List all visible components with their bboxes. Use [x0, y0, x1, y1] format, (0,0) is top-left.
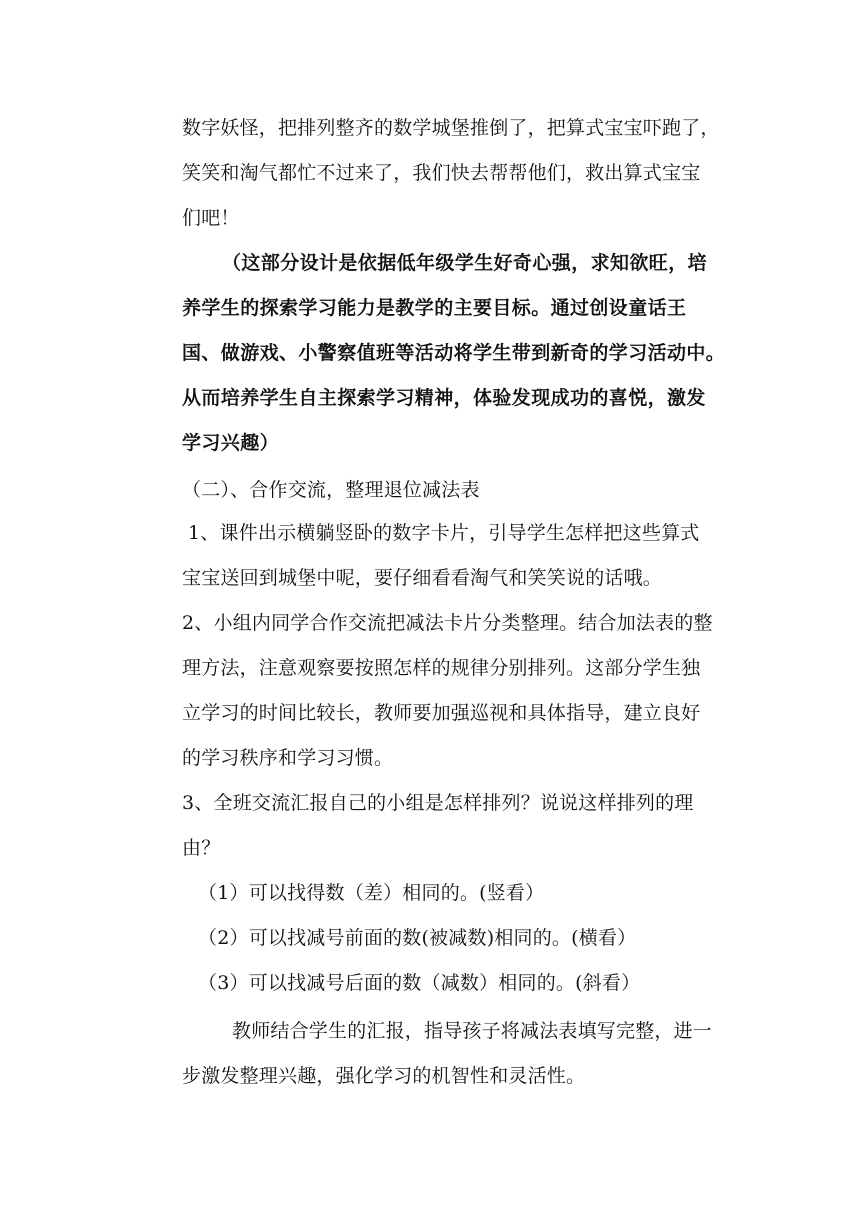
- step2-line-1: 2、小组内同学合作交流把减法卡片分类整理。结合加法表的整: [182, 612, 713, 634]
- design-note-line-4: 从而培养学生自主探索学习精神，体验发现成功的喜悦，激发: [182, 387, 706, 409]
- step1-line-1: 1、课件出示横躺竖卧的数字卡片，引导学生怎样把这些算式: [188, 522, 700, 544]
- design-note-line-1: （这部分设计是依据低年级学生好奇心强，求知欲旺，培: [222, 252, 708, 274]
- section-heading: （二）、合作交流，整理退位减法表: [182, 479, 480, 501]
- method-2: （2）可以找减号前面的数(被减数)相同的。(横看）: [198, 927, 637, 949]
- step2-line-3: 立学习的时间比较长，教师要加强巡视和具体指导，建立良好: [182, 702, 701, 724]
- method-3: （3）可以找减号后面的数（减数）相同的。(斜看）: [198, 972, 641, 994]
- step3-line-1: 3、全班交流汇报自己的小组是怎样排列？说说这样排列的理: [182, 792, 694, 814]
- design-note-line-2: 养学生的探索学习能力是教学的主要目标。通过创设童话王: [182, 297, 687, 319]
- step2-line-2: 理方法，注意观察要按照怎样的规律分别排列。这部分学生独: [182, 657, 701, 679]
- design-note-line-3: 国、做游戏、小警察值班等活动将学生带到新奇的学习活动中。: [182, 342, 726, 364]
- closing-line-1: 教师结合学生的汇报，指导孩子将减法表填写完整，进一: [232, 1020, 713, 1042]
- story-line-1: 数字妖怪，把排列整齐的数学城堡推倒了，把算式宝宝吓跑了，: [182, 117, 720, 139]
- method-1: （1）可以找得数（差）相同的。(竖看）: [198, 882, 545, 904]
- step3-line-2: 由？: [182, 837, 221, 859]
- story-line-3: 们吧！: [182, 207, 240, 229]
- step2-line-4: 的学习秩序和学习习惯。: [182, 747, 394, 769]
- story-line-2: 笑笑和淘气都忙不过来了，我们快去帮帮他们，救出算式宝宝: [182, 162, 701, 184]
- design-note-line-5: 学习兴趣）: [182, 432, 280, 454]
- closing-line-2: 步激发整理兴趣，强化学习的机智性和灵活性。: [182, 1065, 586, 1087]
- step1-line-2: 宝宝送回到城堡中呢，要仔细看看淘气和笑笑说的话哦。: [182, 567, 663, 589]
